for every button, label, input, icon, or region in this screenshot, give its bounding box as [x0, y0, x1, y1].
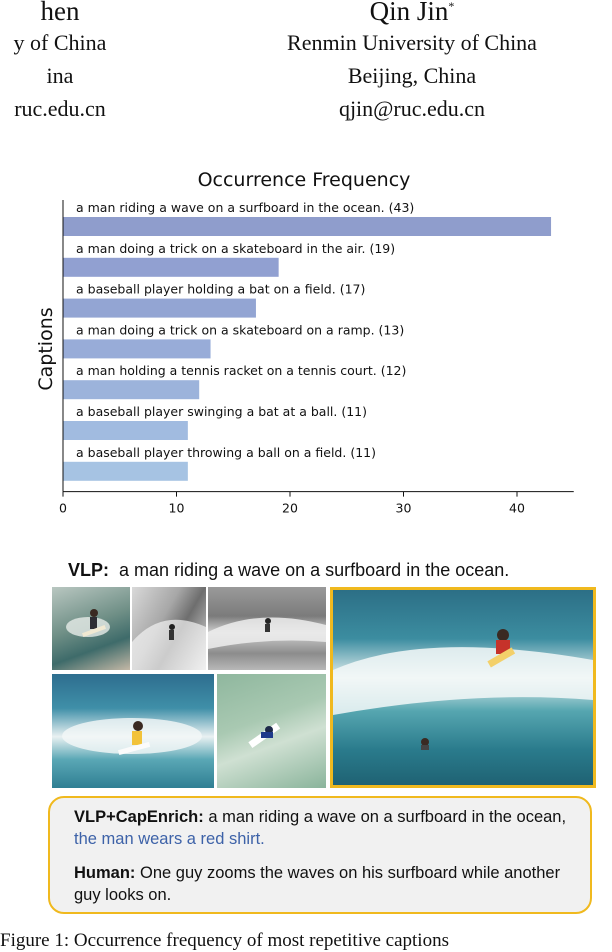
author-email: qjin@ruc.edu.cn — [338, 96, 486, 121]
bar — [63, 299, 256, 318]
corresponding-mark: * — [448, 0, 455, 13]
bar — [63, 258, 279, 277]
author-name-qin-jin: Qin Jin* — [369, 0, 455, 26]
bar-label: a man doing a trick on a skateboard on a ramp. (13) — [76, 322, 405, 338]
x-tick-label: 30 — [395, 500, 412, 516]
bar — [63, 421, 188, 440]
x-tick-label: 10 — [168, 500, 185, 516]
bar-label: a man doing a trick on a skateboard in the air. (19) — [76, 240, 396, 256]
bars-group — [63, 200, 551, 481]
bar-label: a baseball player holding a bat on a field. (17) — [76, 281, 366, 297]
author-email: ruc.edu.cn — [14, 96, 106, 121]
vlp-label: VLP: — [68, 560, 110, 580]
bar-label: a baseball player swinging a bat at a ball. (11) — [76, 404, 367, 419]
human-caption — [74, 862, 574, 906]
vlp-caption — [68, 560, 509, 581]
x-ticks-group — [59, 492, 525, 516]
vlp-text: a man riding a wave on a surfboard in the ocean. — [119, 560, 510, 580]
figure-caption: Figure 1: Occurrence frequency of most repetitive captions — [0, 930, 449, 951]
surf-photo-2 — [132, 587, 206, 670]
author-location: Beijing, China — [347, 63, 477, 88]
chart-title: Occurrence Frequency — [197, 169, 411, 191]
author-name: hen — [40, 0, 80, 26]
caption-comparison-box — [48, 796, 592, 914]
author-block-left — [0, 0, 180, 125]
enriched-text: a man riding a wave on a surfboard in the ocean, — [208, 808, 567, 826]
surf-photo-highlighted — [330, 587, 596, 788]
enriched-label: VLP+CapEnrich: — [74, 808, 204, 826]
bar — [63, 339, 211, 358]
surf-photo-4 — [52, 674, 214, 788]
surf-photo-5 — [217, 674, 326, 788]
bar-label: a man riding a wave on a surfboard in the ocean. (43) — [76, 200, 415, 215]
bar-label: a man holding a tennis racket on a tennis court. (12) — [76, 363, 407, 379]
occurrence-frequency-chart — [0, 162, 612, 524]
enriched-caption — [74, 806, 574, 850]
bar — [63, 380, 199, 399]
author-affiliation: y of China — [13, 30, 107, 55]
bar-label: a baseball player throwing a ball on a field. (11) — [76, 444, 376, 460]
x-tick-label: 40 — [509, 500, 525, 516]
enriched-extra-text: the man wears a red shirt. — [74, 830, 265, 848]
x-tick-label: 20 — [282, 500, 298, 516]
y-axis-label: Captions — [35, 307, 57, 391]
bar — [63, 217, 551, 236]
surf-photo-3 — [208, 587, 326, 670]
author-block-right — [232, 0, 592, 125]
human-label: Human: — [74, 864, 136, 882]
human-text: One guy zooms the waves on his surfboard while another guy looks on. — [74, 864, 561, 904]
x-tick-label: 0 — [59, 500, 67, 516]
author-affiliation: Renmin University of China — [287, 30, 537, 55]
author-location: ina — [46, 63, 74, 88]
surf-photo-1 — [52, 587, 130, 670]
bar — [63, 462, 188, 481]
